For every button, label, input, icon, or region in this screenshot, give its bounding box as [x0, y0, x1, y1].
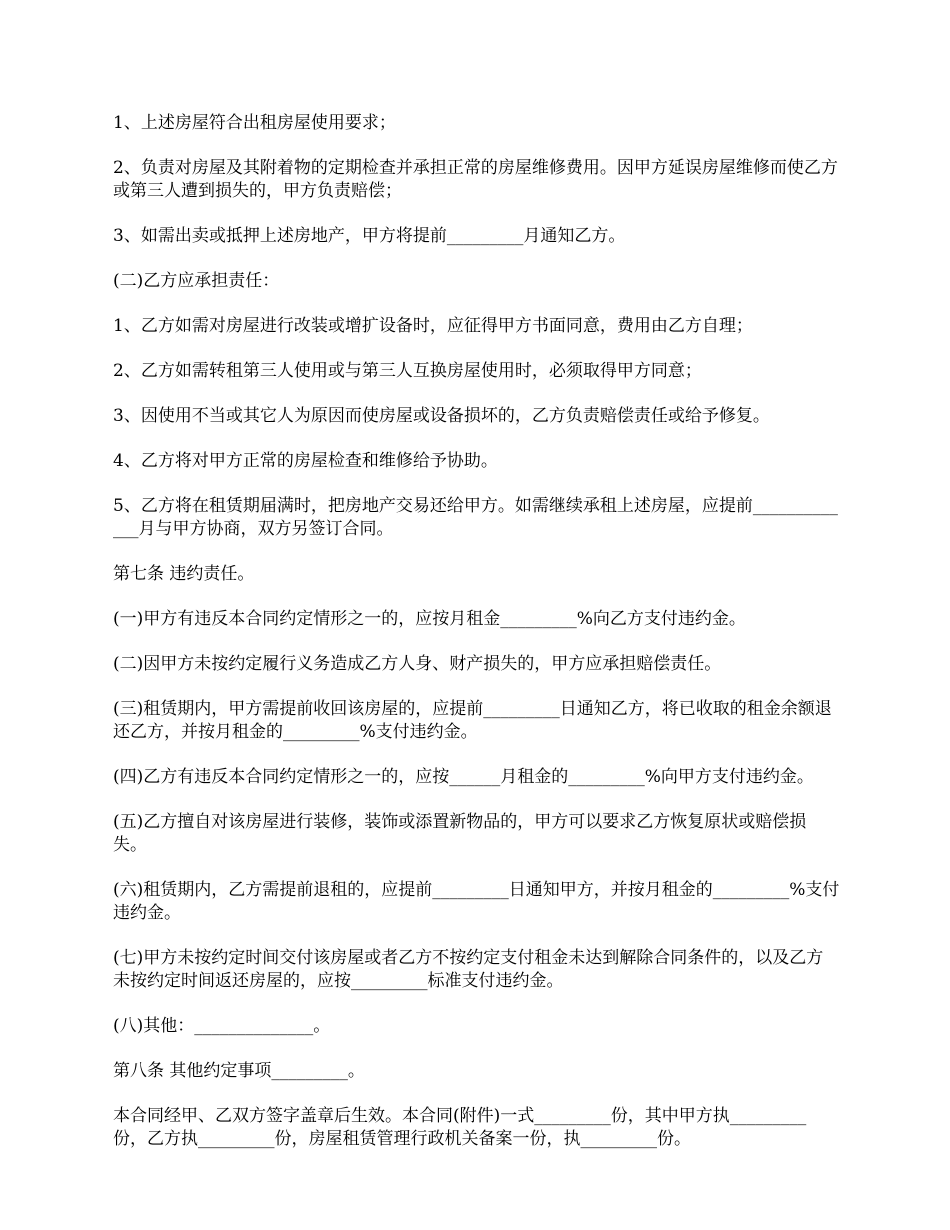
paragraph: 3、因使用不当或其它人为原因而使房屋或设备损坏的，乙方负责赔偿责任或给予修复。	[113, 406, 770, 426]
paragraph: 4、乙方将对甲方正常的房屋检查和维修给予协助。	[113, 451, 498, 471]
paragraph: 1、乙方如需对房屋进行改装或增扩设备时，应征得甲方书面同意，费用由乙方自理；	[113, 316, 753, 336]
paragraph: 本合同经甲、乙双方签字盖章后生效。本合同(附件)一式_________份，其中甲方执_________份，乙方执_________份，房屋租赁管理行政机关备案一份，执_________份。	[113, 1106, 807, 1149]
paragraph: 2、乙方如需转租第三人使用或与第三人互换房屋使用时，必须取得甲方同意；	[113, 361, 702, 381]
section-heading: (二)乙方应承担责任：	[113, 271, 280, 291]
paragraph: (七)甲方未按约定时间交付该房屋或者乙方不按约定支付租金未达到解除合同条件的，以及乙方未按约定时间返还房屋的，应按_________标准支付违约金。	[113, 948, 824, 991]
paragraph: (五)乙方擅自对该房屋进行装修，装饰或添置新物品的，甲方可以要求乙方恢复原状或赔偿损失。	[113, 812, 807, 855]
paragraph: (四)乙方有违反本合同约定情形之一的，应按______月租金的_________%向甲方支付违约金。	[113, 767, 814, 787]
paragraph: (一)甲方有违反本合同约定情形之一的，应按月租金_________%向乙方支付违约金。	[113, 609, 746, 629]
paragraph: 5、乙方将在租赁期届满时，把房地产交易还给甲方。如需继续承租上述房屋，应提前_____________月与甲方协商，双方另签订合同。	[113, 496, 838, 539]
paragraph: (二)因甲方未按约定履行义务造成乙方人身、财产损失的，甲方应承担赔偿责任。	[113, 654, 722, 674]
paragraph: 2、负责对房屋及其附着物的定期检查并承担正常的房屋维修费用。因甲方延误房屋维修而使乙方或第三人遭到损失的，甲方负责赔偿；	[113, 158, 838, 201]
document-body	[113, 112, 840, 1151]
paragraph: 1、上述房屋符合出租房屋使用要求；	[113, 113, 396, 133]
article-heading: 第八条 其他约定事项_________。	[113, 1061, 365, 1081]
paragraph: 3、如需出卖或抵押上述房地产，甲方将提前_________月通知乙方。	[113, 226, 626, 246]
paragraph: (三)租赁期内，甲方需提前收回该房屋的，应提前_________日通知乙方，将已收取的租金余额退还乙方，并按月租金的_________%支付违约金。	[113, 699, 832, 742]
paragraph: (八)其他：______________。	[113, 1016, 331, 1036]
paragraph: (六)租赁期内，乙方需提前退租的，应提前_________日通知甲方，并按月租金的_________%支付违约金。	[113, 880, 840, 923]
article-heading: 第七条 违约责任。	[113, 564, 255, 584]
